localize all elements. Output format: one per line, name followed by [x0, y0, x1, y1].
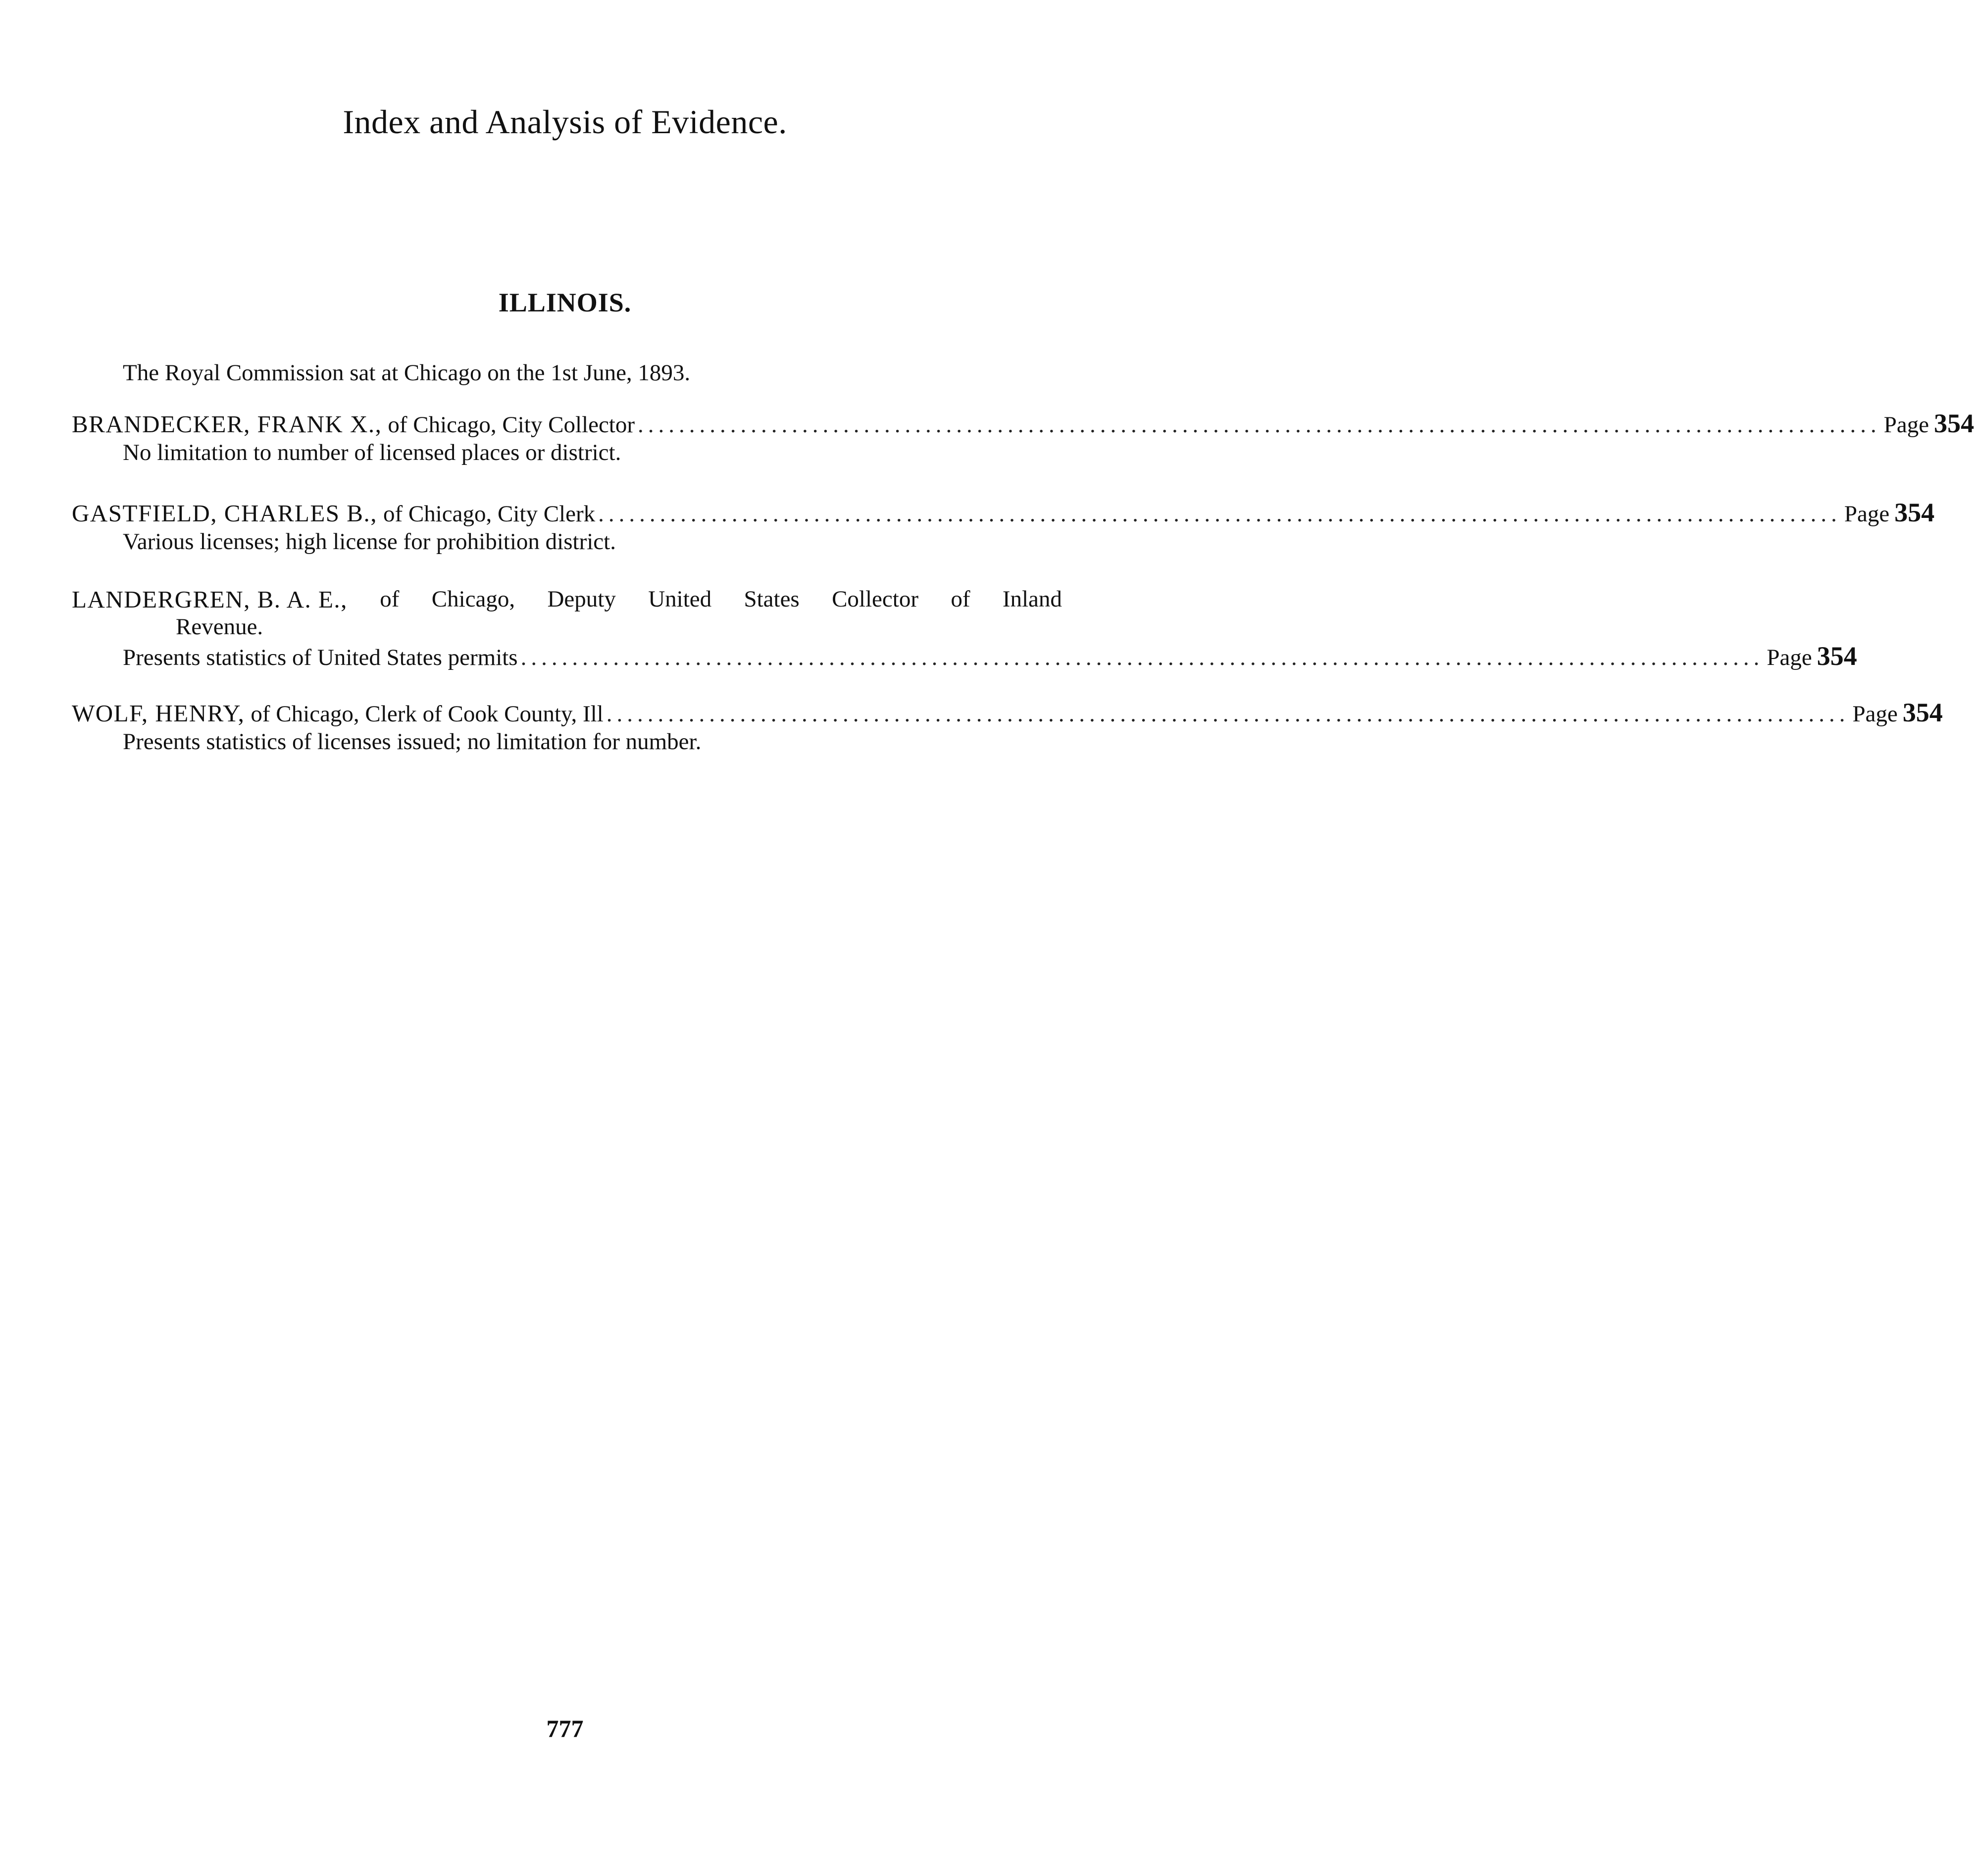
- entry-description-word: Chicago,: [431, 586, 515, 612]
- page-number-ref: 354: [1817, 641, 1857, 671]
- page-label: Page: [1852, 701, 1898, 727]
- intro-paragraph: The Royal Commission sat at Chicago on the 1st June, 1893.: [123, 360, 691, 386]
- entry-name: WOLF, HENRY,: [72, 700, 245, 727]
- page-number-ref: 354: [1934, 408, 1974, 438]
- dot-leader: .........................................................................................................................: [520, 645, 1764, 671]
- page-label: Page: [1767, 645, 1812, 671]
- page-number-ref: 354: [1894, 498, 1935, 527]
- page-reference: [1767, 640, 1857, 672]
- index-entry-gastfield: [72, 497, 1935, 556]
- entry-description-word: of: [380, 586, 400, 612]
- page-number: 777: [546, 1715, 584, 1742]
- index-entry-landergren: [72, 586, 1857, 672]
- entry-name: GASTFIELD, CHARLES B.,: [72, 500, 377, 527]
- entry-heading-line: [72, 408, 1974, 439]
- page-reference: [1852, 697, 1942, 728]
- entry-description-continued: Revenue.: [176, 614, 263, 640]
- entry-name: BRANDECKER, FRANK X.,: [72, 410, 382, 438]
- entry-summary: Presents statistics of licenses issued; no limitation for number.: [123, 729, 702, 755]
- entry-description-word: Inland: [1002, 586, 1062, 612]
- index-entry-brandecker: [72, 408, 1974, 466]
- entry-statement-line: [72, 640, 1857, 672]
- document-title: Index and Analysis of Evidence.: [343, 103, 787, 141]
- section-heading: ILLINOIS.: [498, 288, 632, 317]
- entry-description-word: United: [648, 586, 712, 612]
- entry-description: of Chicago, Clerk of Cook County, Ill: [251, 701, 604, 727]
- entry-summary: No limitation to number of licensed places or district.: [123, 440, 621, 466]
- entry-heading-line: [72, 497, 1935, 528]
- page-number-ref: 354: [1902, 698, 1943, 727]
- entry-description-word: Collector: [832, 586, 918, 612]
- dot-leader: .........................................................................................................................: [598, 501, 1841, 527]
- entry-description-word: of: [951, 586, 970, 612]
- entry-statement: Presents statistics of United States permits: [123, 645, 518, 671]
- entry-heading-line: [72, 697, 1943, 728]
- page-reference: [1884, 408, 1974, 439]
- page-reference: [1844, 497, 1934, 528]
- entry-description-word: States: [744, 586, 800, 612]
- entry-summary: Various licenses; high license for prohibition district.: [123, 529, 616, 555]
- entry-description: of Chicago, City Collector: [388, 412, 635, 438]
- entry-description: of Chicago, City Clerk: [383, 501, 596, 527]
- dot-leader: .........................................................................................................................: [606, 701, 1850, 727]
- entry-description-word: Deputy: [547, 586, 616, 612]
- entry-name: LANDERGREN, B. A. E.,: [72, 586, 348, 613]
- page-label: Page: [1883, 412, 1929, 438]
- dot-leader: .........................................................................................................................: [638, 412, 1881, 438]
- index-entry-wolf: [72, 697, 1943, 756]
- entry-heading-line: [72, 586, 1062, 613]
- page-label: Page: [1844, 501, 1890, 527]
